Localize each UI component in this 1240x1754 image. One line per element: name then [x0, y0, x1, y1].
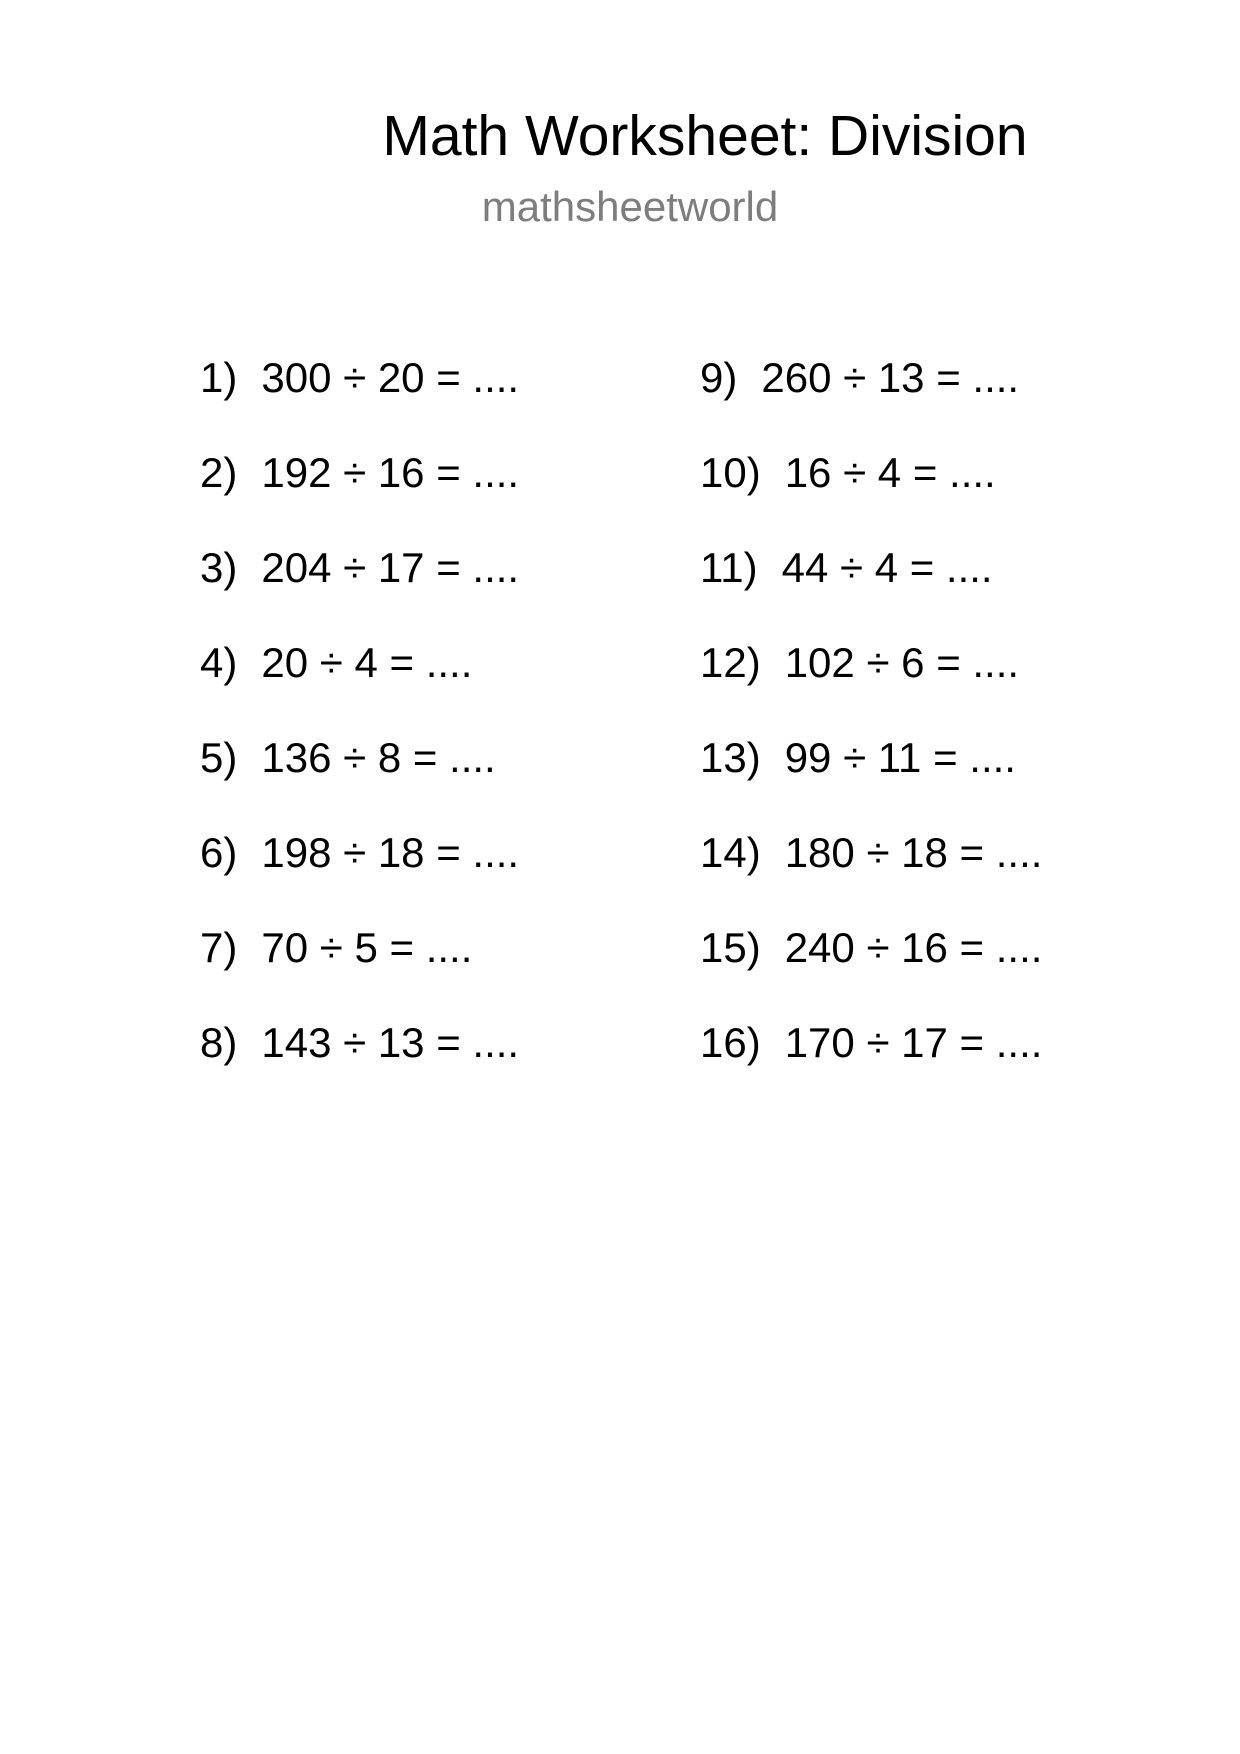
problem-item: [700, 1013, 1042, 1108]
problem-number: 10): [700, 449, 761, 496]
problem-item: [200, 348, 519, 443]
problem-expression: 198 ÷ 18 = ....: [261, 829, 520, 876]
page-title: Math Worksheet: Division: [382, 104, 1028, 168]
problem-number: 9): [700, 354, 738, 401]
problem-item: [700, 728, 1042, 823]
problem-item: [700, 348, 1042, 443]
problem-column-left: [200, 348, 519, 1108]
problem-item: [700, 633, 1042, 728]
problem-item: [700, 823, 1042, 918]
problem-number: 2): [200, 449, 238, 496]
problem-item: [200, 823, 519, 918]
problem-number: 11): [700, 544, 758, 591]
problem-number: 6): [200, 829, 238, 876]
problem-number: 1): [200, 354, 238, 401]
problem-item: [200, 1013, 519, 1108]
problem-item: [200, 443, 519, 538]
problem-item: [200, 633, 519, 728]
problem-expression: 16 ÷ 4 = ....: [784, 449, 996, 496]
problem-number: 5): [200, 734, 238, 781]
problem-item: [200, 918, 519, 1013]
problem-expression: 204 ÷ 17 = ....: [261, 544, 520, 591]
problem-item: [200, 538, 519, 633]
problem-expression: 170 ÷ 17 = ....: [784, 1019, 1043, 1066]
problem-number: 12): [700, 639, 761, 686]
problem-number: 16): [700, 1019, 761, 1066]
problem-number: 8): [200, 1019, 238, 1066]
problem-expression: 20 ÷ 4 = ....: [261, 639, 473, 686]
problem-expression: 192 ÷ 16 = ....: [261, 449, 520, 496]
problem-item: [200, 728, 519, 823]
problem-expression: 136 ÷ 8 = ....: [261, 734, 496, 781]
problem-column-right: [700, 348, 1042, 1108]
page-subtitle: mathsheetworld: [481, 183, 779, 230]
problem-number: 3): [200, 544, 238, 591]
problem-expression: 300 ÷ 20 = ....: [261, 354, 520, 401]
problem-expression: 260 ÷ 13 = ....: [761, 354, 1020, 401]
problem-number: 4): [200, 639, 238, 686]
problem-expression: 70 ÷ 5 = ....: [261, 924, 473, 971]
problem-number: 7): [200, 924, 238, 971]
problem-expression: 143 ÷ 13 = ....: [261, 1019, 520, 1066]
problem-number: 13): [700, 734, 761, 781]
problem-expression: 99 ÷ 11 = ....: [784, 734, 1016, 781]
problem-expression: 102 ÷ 6 = ....: [784, 639, 1020, 686]
problem-expression: 44 ÷ 4 = ....: [781, 544, 993, 591]
problem-expression: 180 ÷ 18 = ....: [784, 829, 1043, 876]
problem-number: 15): [700, 924, 761, 971]
problem-number: 14): [700, 829, 761, 876]
problem-item: [700, 443, 1042, 538]
problem-expression: 240 ÷ 16 = ....: [784, 924, 1043, 971]
problem-item: [700, 918, 1042, 1013]
problem-item: [700, 538, 1042, 633]
